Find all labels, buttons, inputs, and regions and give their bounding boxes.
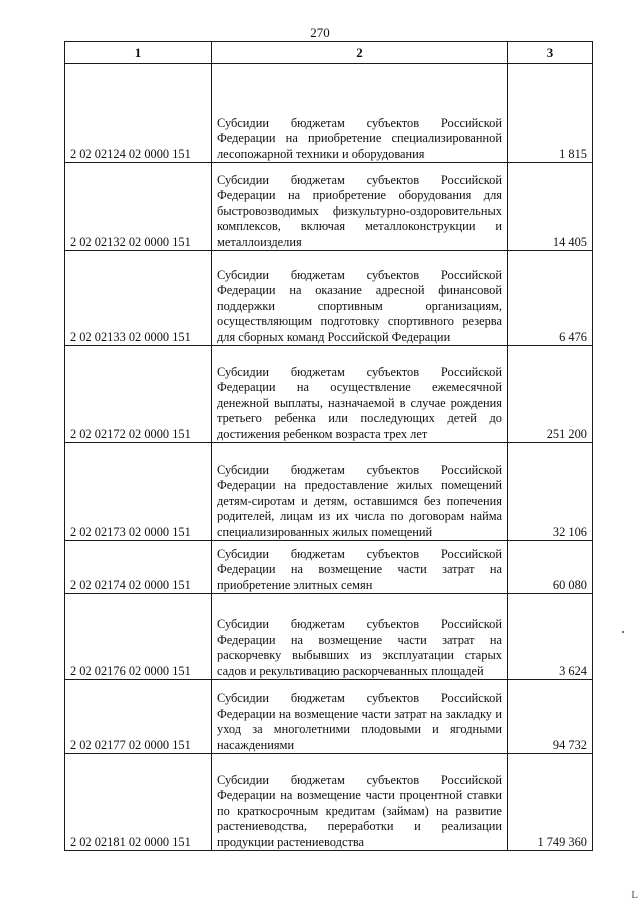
page-number: 270: [310, 25, 330, 40]
row-description: [212, 680, 508, 754]
column-header-3: 3: [508, 42, 593, 64]
row-amount: 6 476: [508, 251, 593, 346]
row-description-text: Субсидии бюджетам субъектов Российской Федерации на оказание адресной финансовой поддержки спортивным организациям, осуществляющим подготовку спортивного резерва для сборных команд Российской Федерации: [217, 267, 502, 344]
row-code: 2 02 02172 02 0000 151: [65, 346, 212, 443]
row-amount: 1 749 360: [508, 754, 593, 851]
row-description-text: Субсидии бюджетам субъектов Российской Федерации на возмещение части затрат на приобретение элитных семян: [217, 546, 502, 592]
row-description-text: Субсидии бюджетам субъектов Российской Федерации на осуществление ежемесячной денежной выплаты, назначаемой в случае рождения третьего ребенка или последующих детей до достижения ребенком возраста трех лет: [217, 364, 502, 441]
row-code: 2 02 02173 02 0000 151: [65, 443, 212, 541]
table-row: [65, 64, 593, 163]
column-header-2: 2: [212, 42, 508, 64]
row-amount: 60 080: [508, 541, 593, 594]
row-description-text: Субсидии бюджетам субъектов Российской Федерации на приобретение специализированной лесопожарной техники и оборудования: [217, 115, 502, 161]
table-row: [65, 163, 593, 251]
row-description: [212, 64, 508, 163]
row-code: 2 02 02174 02 0000 151: [65, 541, 212, 594]
row-description-text: Субсидии бюджетам субъектов Российской Федерации на возмещение части затрат на раскорчевку выбывших из эксплуатации старых садов и рекультивацию раскорчеванных площадей: [217, 617, 502, 678]
column-header-1: 1: [65, 42, 212, 64]
row-description: [212, 443, 508, 541]
row-description: [212, 594, 508, 680]
row-code: 2 02 02124 02 0000 151: [65, 64, 212, 163]
row-amount: 3 624: [508, 594, 593, 680]
table-row: [65, 443, 593, 541]
row-amount: 14 405: [508, 163, 593, 251]
row-code: 2 02 02177 02 0000 151: [65, 680, 212, 754]
row-code: 2 02 02181 02 0000 151: [65, 754, 212, 851]
table-row: [65, 251, 593, 346]
table-row: [65, 754, 593, 851]
row-description: [212, 754, 508, 851]
scan-dot: [622, 631, 624, 633]
row-description-text: Субсидии бюджетам субъектов Российской Федерации на возмещение части затрат на закладку и уход за многолетними плодовыми и ягодными насаждениями: [217, 691, 502, 752]
budget-table: [64, 41, 593, 851]
row-amount: 251 200: [508, 346, 593, 443]
table-row: [65, 541, 593, 594]
row-description-text: Субсидии бюджетам субъектов Российской Федерации на приобретение оборудования для быстровозводимых физкультурно-оздоровительных комплексов, включая металлоконструкции и металлоизделия: [217, 172, 502, 249]
row-description-text: Субсидии бюджетам субъектов Российской Федерации на предоставление жилых помещений детям-сиротам и детям, оставшимся без попечения родителей, лицам из их числа по договорам найма специализированных жилых помещений: [217, 462, 502, 539]
row-code: 2 02 02176 02 0000 151: [65, 594, 212, 680]
table-row: [65, 594, 593, 680]
edge-mark: L: [631, 889, 638, 901]
table-row: [65, 346, 593, 443]
table-row: [65, 680, 593, 754]
row-amount: 1 815: [508, 64, 593, 163]
row-description: [212, 163, 508, 251]
row-amount: 94 732: [508, 680, 593, 754]
row-amount: 32 106: [508, 443, 593, 541]
row-code: 2 02 02133 02 0000 151: [65, 251, 212, 346]
row-description-text: Субсидии бюджетам субъектов Российской Федерации на возмещение части процентной ставки по краткосрочным кредитам (займам) на развитие растениеводства, переработки и реализации продукции растениеводства: [217, 772, 502, 849]
row-description: [212, 251, 508, 346]
row-code: 2 02 02132 02 0000 151: [65, 163, 212, 251]
row-description: [212, 346, 508, 443]
row-description: [212, 541, 508, 594]
table-header-row: [65, 42, 593, 64]
